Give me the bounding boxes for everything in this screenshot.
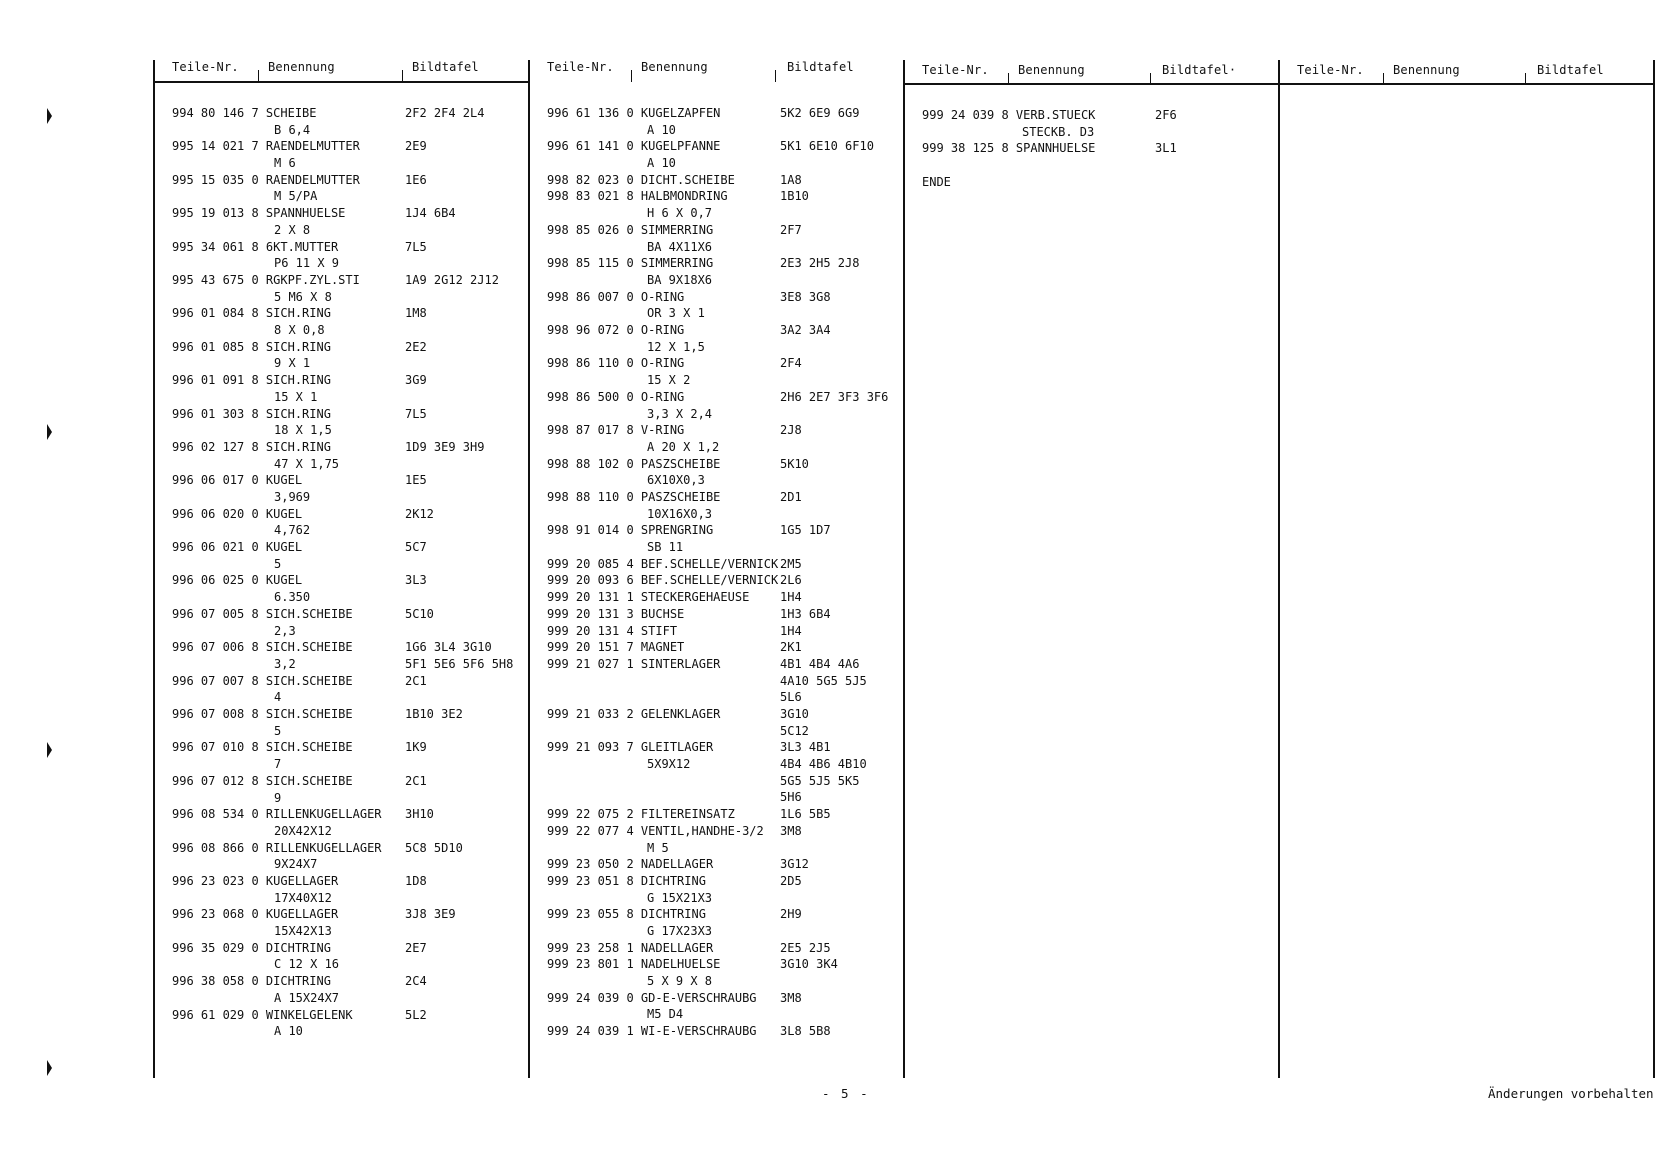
part-spec: A 20 X 1,2 <box>647 439 720 454</box>
part-line <box>172 105 317 122</box>
bildtafel-ref: 1G6 3L4 3G10 <box>405 640 492 655</box>
part-number-and-name: 996 38 058 0 DICHTRING <box>172 974 331 989</box>
part-spec: P6 11 X 9 <box>274 256 340 271</box>
part-number-and-name: 996 23 068 0 KUGELLAGER <box>172 907 339 922</box>
part-spec: 20X42X12 <box>274 823 332 838</box>
part-line <box>547 1023 757 1040</box>
part-number-and-name: 996 07 012 8 SICH.SCHEIBE <box>172 773 353 788</box>
part-number-and-name: 998 86 500 0 O-RING <box>547 389 685 404</box>
part-number-and-name: 996 02 127 8 SICH.RING <box>172 439 331 454</box>
part-line <box>172 673 353 690</box>
bildtafel-ref: 5K10 <box>780 456 809 471</box>
part-spec: B 6,4 <box>274 122 311 137</box>
part-spec: BA 9X18X6 <box>647 272 713 287</box>
bildtafel-ref: 3G12 <box>780 857 809 872</box>
part-line <box>547 105 720 122</box>
part-spec: 15 X 2 <box>647 373 691 388</box>
part-line <box>547 706 720 723</box>
part-spec: 5 X 9 X 8 <box>647 974 713 989</box>
footer-note: Änderungen vorbehalten <box>1488 1086 1654 1101</box>
part-spec: 2,3 <box>274 623 296 638</box>
bildtafel-ref: 1H4 <box>780 590 802 605</box>
bildtafel-ref: 2F4 <box>780 356 802 371</box>
part-number-and-name: 998 88 110 0 PASZSCHEIBE <box>547 489 721 504</box>
part-spec: M5 D4 <box>647 1007 684 1022</box>
part-line <box>547 806 735 823</box>
part-spec: 15 X 1 <box>274 389 318 404</box>
part-spec: 10X16X0,3 <box>647 506 713 521</box>
part-number-and-name: 996 08 534 0 RILLENKUGELLAGER <box>172 807 382 822</box>
part-line <box>922 140 1095 157</box>
part-line <box>547 572 785 589</box>
part-line <box>547 389 684 406</box>
part-number-and-name: 999 24 039 8 VERB.STUECK <box>922 108 1096 122</box>
bildtafel-ref: 3J8 3E9 <box>405 907 456 922</box>
part-line <box>172 606 353 623</box>
part-number-and-name: 998 91 014 0 SPRENGRING <box>547 523 714 538</box>
header-bildtafel: Bildtafel <box>412 60 479 74</box>
part-spec: A 10 <box>274 1024 303 1039</box>
bildtafel-ref: 2K1 <box>780 640 802 655</box>
part-number-and-name: 999 20 131 4 STIFT <box>547 623 678 638</box>
bildtafel-ref: 3L8 5B8 <box>780 1024 831 1039</box>
part-number-and-name: 996 23 023 0 KUGELLAGER <box>172 873 339 888</box>
bildtafel-ref: 2C1 <box>405 773 427 788</box>
part-line <box>172 272 360 289</box>
part-number-and-name: 999 20 151 7 MAGNET <box>547 640 685 655</box>
bildtafel-ref: 1M8 <box>405 306 427 321</box>
part-line <box>172 138 360 155</box>
part-number-and-name: 996 01 084 8 SICH.RING <box>172 306 331 321</box>
part-spec: 2 X 8 <box>274 222 311 237</box>
header-rule <box>153 81 529 83</box>
bildtafel-ref: 2C4 <box>405 974 427 989</box>
part-line <box>547 289 684 306</box>
part-line <box>922 174 951 191</box>
bildtafel-ref: 2J8 <box>780 423 802 438</box>
part-spec: 5 <box>274 723 282 738</box>
bildtafel-ref: 1J4 6B4 <box>405 206 456 221</box>
part-line <box>547 956 720 973</box>
part-line <box>547 422 684 439</box>
bildtafel-ref: 5H6 <box>780 790 802 805</box>
part-spec: A 10 <box>647 122 676 137</box>
part-spec: STECKB. D3 <box>1022 124 1095 139</box>
part-spec: BA 4X11X6 <box>647 239 713 254</box>
page-number: - 5 - <box>822 1086 870 1101</box>
part-number-and-name: 999 23 051 8 DICHTRING <box>547 873 706 888</box>
part-number-and-name: 995 15 035 0 RAENDELMUTTER <box>172 172 360 187</box>
part-spec: M 5/PA <box>274 189 318 204</box>
part-line <box>547 522 713 539</box>
bildtafel-ref: 1D9 3E9 3H9 <box>405 439 485 454</box>
part-spec: 4 <box>274 690 282 705</box>
bildtafel-ref: 3L3 <box>405 573 427 588</box>
header-teile-nr: Teile-Nr. <box>1297 63 1364 77</box>
part-spec: G 17X23X3 <box>647 924 713 939</box>
punch-mark <box>47 108 52 124</box>
header-teile-nr: Teile-Nr. <box>922 63 989 77</box>
part-line <box>172 439 331 456</box>
header-benennung: Benennung <box>1393 63 1460 77</box>
bildtafel-ref: 2L6 <box>780 573 802 588</box>
part-number-and-name: 999 23 055 8 DICHTRING <box>547 907 706 922</box>
part-spec: 12 X 1,5 <box>647 339 705 354</box>
part-spec: OR 3 X 1 <box>647 306 705 321</box>
part-line <box>172 572 302 589</box>
part-spec: 5X9X12 <box>647 757 691 772</box>
part-spec: 18 X 1,5 <box>274 423 332 438</box>
part-number-and-name: 998 82 023 0 DICHT.SCHEIBE <box>547 172 735 187</box>
part-number-and-name: 996 06 020 0 KUGEL <box>172 506 303 521</box>
part-number-and-name: 999 22 077 4 VENTIL,HANDHE-3/2 <box>547 823 764 838</box>
part-number-and-name: 999 21 027 1 SINTERLAGER <box>547 656 721 671</box>
header-benennung: Benennung <box>641 60 708 74</box>
part-number-and-name: 998 96 072 0 O-RING <box>547 323 685 338</box>
part-spec: 3,969 <box>274 489 311 504</box>
part-line <box>172 339 331 356</box>
part-line <box>922 107 1095 124</box>
part-line <box>172 940 331 957</box>
bildtafel-ref: 1D8 <box>405 873 427 888</box>
part-line <box>547 456 720 473</box>
part-number-and-name: 995 14 021 7 RAENDELMUTTER <box>172 139 360 154</box>
part-number-and-name: 999 22 075 2 FILTEREINSATZ <box>547 807 735 822</box>
bildtafel-ref: 3G10 3K4 <box>780 957 838 972</box>
part-spec: A 10 <box>647 156 676 171</box>
part-number-and-name: 999 24 039 0 GD-E-VERSCHRAUBG <box>547 990 757 1005</box>
part-line <box>172 472 302 489</box>
header-rule <box>903 83 1654 85</box>
bildtafel-ref: 1H4 <box>780 623 802 638</box>
part-line <box>547 739 713 756</box>
part-number-and-name: 998 88 102 0 PASZSCHEIBE <box>547 456 721 471</box>
part-line <box>547 623 677 640</box>
part-spec: 9 X 1 <box>274 356 311 371</box>
part-line <box>172 706 353 723</box>
part-number-and-name: 996 01 085 8 SICH.RING <box>172 339 331 354</box>
part-line <box>172 840 382 857</box>
part-number-and-name: 999 38 125 8 SPANNHUELSE <box>922 141 1096 156</box>
bildtafel-ref: 2E5 2J5 <box>780 940 831 955</box>
part-number-and-name: 998 87 017 8 V-RING <box>547 423 685 438</box>
bildtafel-ref: 2E2 <box>405 339 427 354</box>
part-line <box>172 239 338 256</box>
part-spec: 9 <box>274 790 282 805</box>
part-number-and-name: 999 21 093 7 GLEITLAGER <box>547 740 714 755</box>
part-line <box>547 222 713 239</box>
part-number-and-name: 999 21 033 2 GELENKLAGER <box>547 706 721 721</box>
bildtafel-ref: 1L6 5B5 <box>780 807 831 822</box>
part-number-and-name: 995 43 675 0 RGKPF.ZYL.STI <box>172 272 360 287</box>
part-number-and-name: 996 01 091 8 SICH.RING <box>172 373 331 388</box>
part-spec: G 15X21X3 <box>647 890 713 905</box>
part-number-and-name: 998 86 110 0 O-RING <box>547 356 685 371</box>
part-spec: H 6 X 0,7 <box>647 206 713 221</box>
bildtafel-ref: 2E9 <box>405 139 427 154</box>
column-divider <box>1278 60 1280 1078</box>
bildtafel-ref: 2M5 <box>780 556 802 571</box>
bildtafel-ref: 2H6 2E7 3F3 3F6 <box>780 389 889 404</box>
part-number-and-name: 996 06 025 0 KUGEL <box>172 573 303 588</box>
part-line <box>547 990 757 1007</box>
bildtafel-ref: 1B10 <box>780 189 809 204</box>
part-number-and-name: 996 61 141 0 KUGELPFANNE <box>547 139 721 154</box>
bildtafel-ref: 2D5 <box>780 873 802 888</box>
bildtafel-ref: 2F7 <box>780 222 802 237</box>
part-number-and-name: 996 07 010 8 SICH.SCHEIBE <box>172 740 353 755</box>
part-number-and-name: 998 86 007 0 O-RING <box>547 289 685 304</box>
part-line <box>547 188 728 205</box>
part-spec: 7 <box>274 757 282 772</box>
column-divider <box>903 60 905 1078</box>
bildtafel-ref: 5C10 <box>405 606 434 621</box>
part-number-and-name: 996 35 029 0 DICHTRING <box>172 940 331 955</box>
bildtafel-ref: 5K2 6E9 6G9 <box>780 106 860 120</box>
part-spec: 6X10X0,3 <box>647 473 705 488</box>
part-line <box>547 823 764 840</box>
part-number-and-name: 996 07 006 8 SICH.SCHEIBE <box>172 640 353 655</box>
part-line <box>547 172 735 189</box>
part-line <box>547 639 684 656</box>
part-number-and-name: 996 07 007 8 SICH.SCHEIBE <box>172 673 353 688</box>
part-line <box>547 322 684 339</box>
part-line <box>172 372 331 389</box>
part-number-and-name: 998 83 021 8 HALBMONDRING <box>547 189 728 204</box>
punch-mark <box>47 424 52 440</box>
part-line <box>172 539 302 556</box>
header-bildtafel: Bildtafel <box>787 60 854 74</box>
bildtafel-ref: 3M8 <box>780 990 802 1005</box>
part-spec: 3,2 <box>274 656 296 671</box>
header-teile-nr: Teile-Nr. <box>547 60 614 74</box>
bildtafel-ref: 4B1 4B4 4A6 <box>780 656 860 671</box>
part-number-and-name: 996 06 017 0 KUGEL <box>172 473 303 488</box>
part-number-and-name: 999 23 801 1 NADELHUELSE <box>547 957 721 972</box>
bildtafel-ref: 1E6 <box>405 172 427 187</box>
header-teile-nr: Teile-Nr. <box>172 60 239 74</box>
part-line <box>547 906 706 923</box>
bildtafel-ref: 3L3 4B1 <box>780 740 831 755</box>
bildtafel-ref: 5L6 <box>780 690 802 705</box>
column-divider <box>1653 60 1655 1078</box>
part-number-and-name: 999 23 050 2 NADELLAGER <box>547 857 714 872</box>
bildtafel-ref: 3E8 3G8 <box>780 289 831 304</box>
part-line <box>172 773 353 790</box>
bildtafel-ref: 5C7 <box>405 540 427 555</box>
part-line <box>172 1007 353 1024</box>
bildtafel-ref: 3M8 <box>780 823 802 838</box>
part-spec: 8 X 0,8 <box>274 323 325 338</box>
part-line <box>172 406 331 423</box>
bildtafel-ref: 5C8 5D10 <box>405 840 463 855</box>
bildtafel-ref: 7L5 <box>405 239 427 254</box>
punch-mark <box>47 742 52 758</box>
bildtafel-ref: 1B10 3E2 <box>405 707 463 722</box>
bildtafel-ref: 5F1 5E6 5F6 5H8 <box>405 656 514 671</box>
part-number-and-name: 996 07 008 8 SICH.SCHEIBE <box>172 707 353 722</box>
part-number-and-name: ENDE <box>922 174 951 189</box>
part-line <box>172 172 360 189</box>
part-number-and-name: 999 23 258 1 NADELLAGER <box>547 940 714 955</box>
part-number-and-name: 999 20 131 1 STECKERGEHAEUSE <box>547 590 750 605</box>
bildtafel-ref: 2F6 <box>1155 108 1177 122</box>
punch-mark <box>47 1060 52 1076</box>
bildtafel-ref: 4B4 4B6 4B10 <box>780 757 867 772</box>
bildtafel-ref: 2F2 2F4 2L4 <box>405 106 485 120</box>
bildtafel-ref: 2D1 <box>780 489 802 504</box>
bildtafel-ref: 1A8 <box>780 172 802 187</box>
part-spec: 4,762 <box>274 523 311 538</box>
bildtafel-ref: 1E5 <box>405 473 427 488</box>
part-number-and-name: 994 80 146 7 SCHEIBE <box>172 106 317 120</box>
part-number-and-name: 996 61 136 0 KUGELZAPFEN <box>547 106 721 120</box>
part-number-and-name: 996 07 005 8 SICH.SCHEIBE <box>172 606 353 621</box>
part-spec: SB 11 <box>647 540 684 555</box>
part-line <box>547 556 785 573</box>
column-divider <box>528 60 530 1078</box>
part-number-and-name: 995 19 013 8 SPANNHUELSE <box>172 206 346 221</box>
part-spec: C 12 X 16 <box>274 957 340 972</box>
part-number-and-name: 996 06 021 0 KUGEL <box>172 540 303 555</box>
bildtafel-ref: 1G5 1D7 <box>780 523 831 538</box>
bildtafel-ref: 2C1 <box>405 673 427 688</box>
bildtafel-ref: 5L2 <box>405 1007 427 1022</box>
part-number-and-name: 998 85 026 0 SIMMERRING <box>547 222 714 237</box>
part-spec: A 15X24X7 <box>274 990 340 1005</box>
part-spec: M 5 <box>647 840 669 855</box>
part-number-and-name: 996 61 029 0 WINKELGELENK <box>172 1007 353 1022</box>
part-number-and-name: 996 08 866 0 RILLENKUGELLAGER <box>172 840 382 855</box>
bildtafel-ref: 2E7 <box>405 940 427 955</box>
bildtafel-ref: 2E3 2H5 2J8 <box>780 256 860 271</box>
part-line <box>547 589 749 606</box>
bildtafel-ref: 2H9 <box>780 907 802 922</box>
part-spec: 3,3 X 2,4 <box>647 406 713 421</box>
part-line <box>172 806 382 823</box>
part-line <box>547 355 684 372</box>
part-spec: 17X40X12 <box>274 890 332 905</box>
bildtafel-ref: 3G9 <box>405 373 427 388</box>
bildtafel-ref: 5G5 5J5 5K5 <box>780 773 860 788</box>
part-line <box>547 656 720 673</box>
bildtafel-ref: 3H10 <box>405 807 434 822</box>
part-line <box>172 506 302 523</box>
part-number-and-name: 996 01 303 8 SICH.RING <box>172 406 331 421</box>
bildtafel-ref: 2K12 <box>405 506 434 521</box>
bildtafel-ref: 5C12 <box>780 723 809 738</box>
part-spec: M 6 <box>274 156 296 171</box>
part-number-and-name: 998 85 115 0 SIMMERRING <box>547 256 714 271</box>
part-number-and-name: 999 20 093 6 BEF.SCHELLE/VERNICK. <box>547 573 786 588</box>
column-divider <box>153 60 155 1078</box>
part-line <box>172 205 345 222</box>
part-line <box>547 606 684 623</box>
part-line <box>172 639 353 656</box>
bildtafel-ref: 1K9 <box>405 740 427 755</box>
header-bildtafel: Bildtafel <box>1537 63 1604 77</box>
part-line <box>172 906 338 923</box>
part-spec: 5 M6 X 8 <box>274 289 332 304</box>
bildtafel-ref: 1H3 6B4 <box>780 606 831 621</box>
part-line <box>547 138 720 155</box>
bildtafel-ref: 5K1 6E10 6F10 <box>780 139 874 154</box>
part-number-and-name: 995 34 061 8 6KT.MUTTER <box>172 239 339 254</box>
part-spec: 47 X 1,75 <box>274 456 340 471</box>
bildtafel-ref: 1A9 2G12 2J12 <box>405 272 499 287</box>
part-spec: 9X24X7 <box>274 857 318 872</box>
bildtafel-ref: 3L1 <box>1155 141 1177 156</box>
part-line <box>547 940 713 957</box>
part-line <box>172 305 331 322</box>
part-spec: 6.350 <box>274 590 311 605</box>
part-number-and-name: 999 24 039 1 WI-E-VERSCHRAUBG <box>547 1024 757 1039</box>
part-line <box>172 973 331 990</box>
part-line <box>547 489 720 506</box>
part-line <box>172 873 338 890</box>
part-line <box>172 739 353 756</box>
bildtafel-ref: 3A2 3A4 <box>780 323 831 338</box>
part-spec: 5 <box>274 556 282 571</box>
part-spec: 15X42X13 <box>274 924 332 939</box>
part-line <box>547 255 713 272</box>
part-number-and-name: 999 20 085 4 BEF.SCHELLE/VERNICK. <box>547 556 786 571</box>
bildtafel-ref: 4A10 5G5 5J5 <box>780 673 867 688</box>
header-benennung: Benennung <box>268 60 335 74</box>
part-line <box>547 873 706 890</box>
header-bildtafel: Bildtafel· <box>1162 63 1237 77</box>
bildtafel-ref: 3G10 <box>780 706 809 721</box>
part-number-and-name: 999 20 131 3 BUCHSE <box>547 606 685 621</box>
header-benennung: Benennung <box>1018 63 1085 77</box>
part-line <box>547 856 713 873</box>
bildtafel-ref: 7L5 <box>405 406 427 421</box>
